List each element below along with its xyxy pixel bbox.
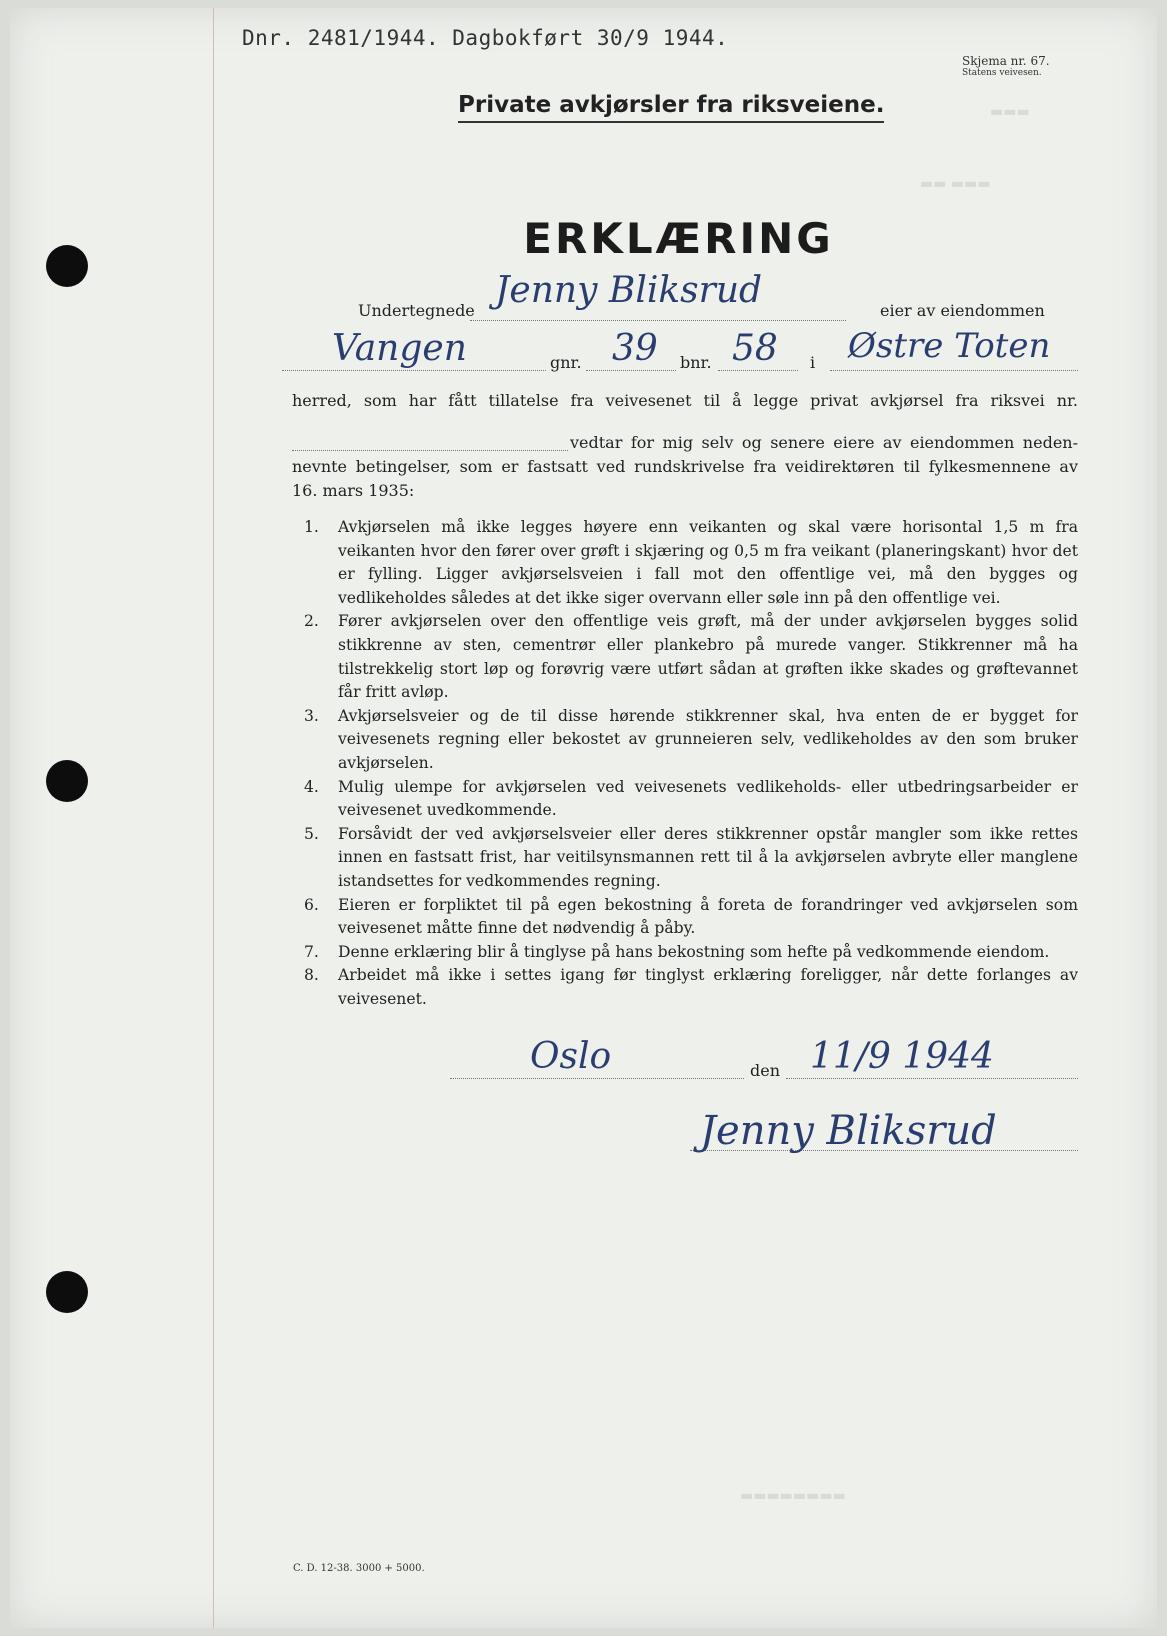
condition-number: 7. [304, 942, 319, 961]
declaration-line-6: 16. mars 1935: [292, 481, 415, 500]
fill-line [586, 370, 676, 371]
form-number: Skjema nr. 67. [962, 54, 1050, 68]
farm-name-handwritten: Vangen [332, 328, 467, 369]
undersigned-label: Undertegnede [358, 301, 475, 320]
bnr-value-handwritten: 58 [732, 328, 778, 369]
condition-text: Avkjørselen må ikke legges høyere enn veikanten og skal være horisontal 1,5 m fra veikanten hvor den fører over grøft i skjæring og 0,5 m fra veikant (planeringskant) hvor det er fylling. Ligger avkjørselsveien i fall mot den offentlige vei, må den bygges og vedlikeholdes således at det ikke siger overvann eller søle inn på den offentlige vei. [338, 518, 1078, 607]
fill-line [718, 370, 798, 371]
document-title: ERKLÆRING [523, 214, 834, 263]
in-label: i [810, 353, 816, 372]
fill-line [292, 450, 568, 451]
punch-hole [46, 760, 88, 802]
bleed-through-mark: ▬▬▬▬▬▬▬▬ [740, 1488, 846, 1504]
condition-item [296, 894, 1078, 941]
condition-text: Mulig ulempe for avkjørselen ved veivesenets vedlikeholds- eller utbedringsarbeider er veivesenet uvedkommende. [338, 777, 1078, 820]
condition-text: Arbeidet må ikke i settes igang før tinglyst erklæring foreligger, når dette forlanges av veivesenet. [338, 966, 1078, 1008]
condition-item [296, 964, 1078, 1011]
undersigned-name-handwritten: Jenny Bliksrud [495, 270, 763, 311]
bleed-through-mark: ▬▬ ▬▬▬ [920, 176, 991, 192]
owner-label: eier av eiendommen [880, 301, 1045, 320]
date-handwritten: 11/9 1944 [810, 1036, 994, 1077]
declaration-line-3: herred, som har fått tillatelse fra veivesenet til å legge privat avkjørsel fra riksvei nr. [292, 391, 1078, 410]
place-handwritten: Oslo [530, 1036, 612, 1077]
document-page [10, 8, 1157, 1628]
condition-number: 3. [304, 706, 319, 725]
condition-number: 8. [304, 966, 319, 985]
condition-number: 1. [304, 518, 319, 536]
conditions-list [296, 516, 1078, 1011]
condition-number: 6. [304, 895, 319, 914]
bnr-label: bnr. [680, 353, 712, 372]
form-title: Private avkjørsler fra riksveiene. [458, 92, 884, 123]
fill-line [786, 1078, 1078, 1079]
condition-item [296, 941, 1078, 965]
condition-item [296, 516, 1078, 610]
fill-line [470, 320, 846, 321]
condition-text: Fører avkjørselen over den offentlige veis grøft, må der under avkjørselen bygges solid stikkrenne av sten, cementrør eller plankebro på murede vanger. Stikkrenner må ha tilstrekkelig stort løp og forøvrig være utført sådan at grøften ikke skades og grøftevannet får fritt avløp. [338, 612, 1078, 702]
fill-line [282, 370, 546, 371]
condition-number: 2. [304, 612, 319, 631]
condition-text: Forsåvidt der ved avkjørselsveier eller deres stikkrenner opstår mangler som ikke rettes innen en fastsatt frist, har veitilsynsmannen rett til å la avkjørselen avbryte eller manglene istandsettes for vedkommendes regning. [338, 824, 1078, 890]
gnr-label: gnr. [550, 353, 582, 372]
condition-number: 4. [304, 777, 319, 796]
condition-item [296, 610, 1078, 704]
bleed-through-mark: ▬▬▬ [990, 104, 1030, 120]
gnr-value-handwritten: 39 [612, 328, 658, 369]
fill-line [830, 370, 1078, 371]
form-code [962, 54, 1050, 78]
fill-line [450, 1078, 744, 1079]
declaration-line-5: nevnte betingelser, som er fastsatt ved rundskrivelse fra veidirektøren til fylkesmennene av [292, 457, 1078, 476]
form-issuer: Statens veivesen. [962, 68, 1042, 78]
condition-text: Denne erklæring blir å tinglyse på hans bekostning som hefte på vedkommende eiendom. [338, 942, 1050, 961]
condition-text: Avkjørselsveier og de til disse hørende stikkrenner skal, hva enten de er bygget for veivesenets regning eller bekostet av grunneieren selv, vedlikeholdes av den som bruker avkjørselen. [338, 706, 1078, 772]
municipality-handwritten: Østre Toten [848, 326, 1051, 366]
condition-item [296, 823, 1078, 894]
condition-text: Eieren er forpliktet til på egen bekostning å foreta de forandringer ved avkjørselen som veivesenet måtte finne det nødvendig å påby. [338, 895, 1078, 938]
registration-stamp: Dnr. 2481/1944. Dagbokført 30/9 1944. [242, 26, 729, 50]
punch-hole [46, 1271, 88, 1313]
print-code: C. D. 12-38. 3000 + 5000. [293, 1563, 425, 1574]
condition-item [296, 776, 1078, 823]
signature-handwritten: Jenny Bliksrud [700, 1108, 997, 1154]
date-label: den [750, 1061, 781, 1080]
condition-number: 5. [304, 824, 319, 843]
declaration-line-4: vedtar for mig selv og senere eiere av eiendommen neden- [570, 433, 1078, 452]
condition-item [296, 705, 1078, 776]
